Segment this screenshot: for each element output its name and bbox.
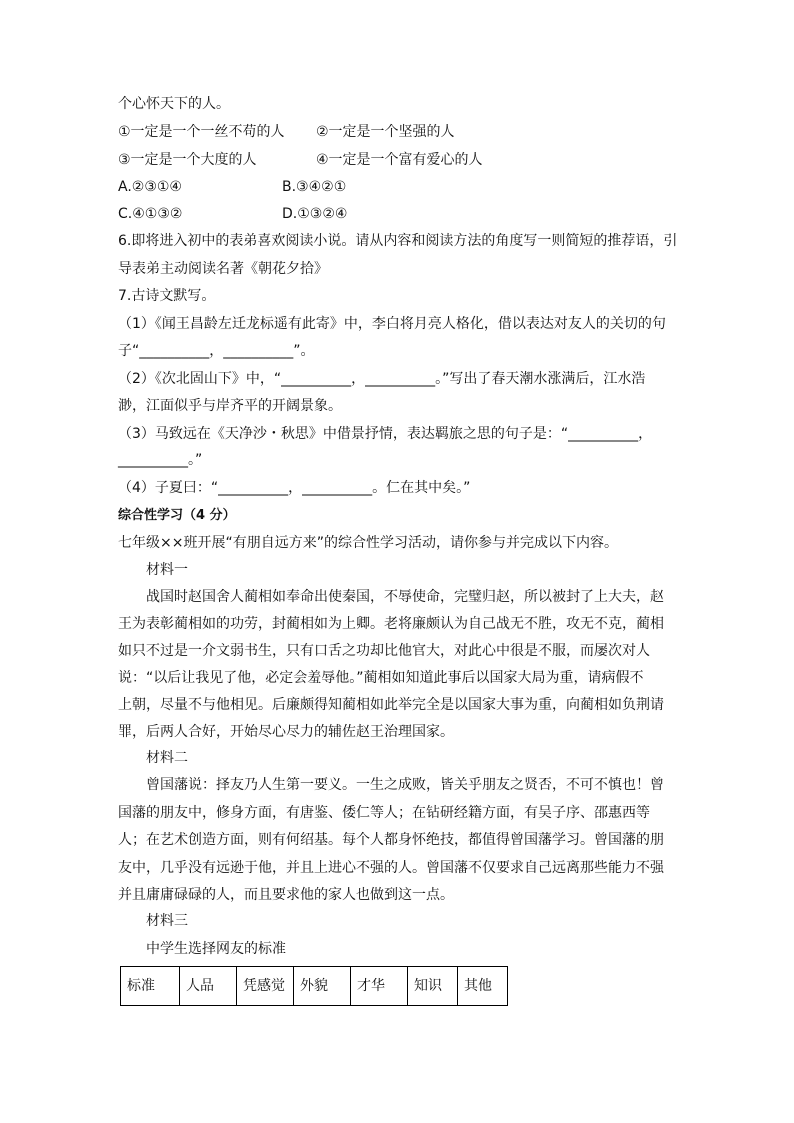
choice-a: A.②③①④ xyxy=(118,179,182,195)
table-cell: 才华 xyxy=(351,967,408,1006)
choice-d: D.①③②④ xyxy=(282,206,348,222)
question-7-2-cont: 渺，江面似乎与岸齐平的开阔景象。 xyxy=(118,398,342,414)
option-2: ②一定是一个坚强的人 xyxy=(316,124,455,140)
table-cell: 外貌 xyxy=(294,967,351,1006)
material-1-title: 材料一 xyxy=(146,562,188,578)
choice-c: C.④①③② xyxy=(118,206,183,222)
option-4: ④一定是一个富有爱心的人 xyxy=(316,152,483,168)
material-2-line: 国藩的朋友中，修身方面，有唐鉴、倭仁等人；在钻研经籍方面，有吴子序、邵惠西等 xyxy=(118,805,650,821)
table-cell: 标准 xyxy=(121,967,180,1006)
material-2-line: 友中，几乎没有远逊于他，并且上进心不强的人。曾国藩不仅要求自己远离那些能力不强 xyxy=(118,860,664,876)
section-heading: 综合性学习（4 分） xyxy=(118,508,236,523)
table-cell: 知识 xyxy=(408,967,458,1006)
option-1: ①一定是一个一丝不苟的人 xyxy=(118,124,285,140)
question-7-1: （1）《闻王昌龄左迁龙标遥有此寄》中，李白将月亮人格化，借以表达对友人的关切的句 xyxy=(118,316,666,332)
question-7-4: （4）子夏曰：“__________，__________。仁在其中矣。” xyxy=(118,480,471,496)
table-cell: 人品 xyxy=(180,967,237,1006)
material-1-line: 战国时赵国舍人蔺相如奉命出使秦国，不辱使命，完璧归赵，所以被封了上大夫，赵 xyxy=(146,589,664,605)
material-1-line: 说：“以后让我见了他，必定会羞辱他。”蔺相如知道此事后以国家大局为重，请病假不 xyxy=(118,670,644,686)
material-2-title: 材料二 xyxy=(146,750,188,766)
material-1-line: 罪，后两人合好，开始尽心尽力的辅佐赵王治理国家。 xyxy=(118,724,454,740)
material-2-line: 曾国藩说：择友乃人生第一要义。一生之成败，皆关乎朋友之贤否，不可不慎也！曾 xyxy=(146,777,664,793)
section-intro: 七年级××班开展“有朋自远方来”的综合性学习活动，请你参与并完成以下内容。 xyxy=(118,535,618,551)
question-7-3: （3）马致远在《天净沙・秋思》中借景抒情，表达羁旅之思的句子是：“__________， xyxy=(118,426,653,442)
material-2-line: 并且庸庸碌碌的人，而且要求他的家人也做到这一点。 xyxy=(118,887,454,903)
criteria-table xyxy=(120,966,508,1006)
table-cell: 其他 xyxy=(458,967,508,1006)
table-row xyxy=(121,967,508,1006)
question-7-3-cont: __________。” xyxy=(118,452,203,468)
question-7-1-cont: 子“__________，__________”。 xyxy=(118,343,315,359)
material-1-line: 王为表彰蔺相如的功劳，封蔺相如为上卿。老将廉颇认为自己战无不胜，攻无不克，蔺相 xyxy=(118,616,664,632)
material-1-line: 如只不过是一介文弱书生，只有口舌之功却比他官大，对此心中很是不服，而屡次对人 xyxy=(118,643,650,659)
question-7: 7.古诗文默写。 xyxy=(118,288,216,304)
question-7-2: （2）《次北固山下》中，“__________，__________。”写出了春天潮水涨满后，江水浩 xyxy=(118,371,646,387)
question-6: 6.即将进入初中的表弟喜欢阅读小说。请从内容和阅读方法的角度写一则简短的推荐语，引 xyxy=(118,233,678,249)
material-1-line: 上朝，尽量不与他相见。后廉颇得知蔺相如此举完全是以国家大事为重，向蔺相如负荆请 xyxy=(118,697,664,713)
material-3-title: 材料三 xyxy=(146,913,188,929)
option-3: ③一定是一个大度的人 xyxy=(118,152,257,168)
question-6-cont: 导表弟主动阅读名著《朝花夕拾》 xyxy=(118,261,328,277)
choice-b: B.③④②① xyxy=(282,179,347,195)
text-line: 个心怀天下的人。 xyxy=(118,96,230,112)
table-caption: 中学生选择网友的标准 xyxy=(146,941,286,957)
table-cell: 凭感觉 xyxy=(237,967,294,1006)
material-2-line: 人；在艺术创造方面，则有何绍基。每个人都身怀绝技，都值得曾国藩学习。曾国藩的朋 xyxy=(118,832,664,848)
